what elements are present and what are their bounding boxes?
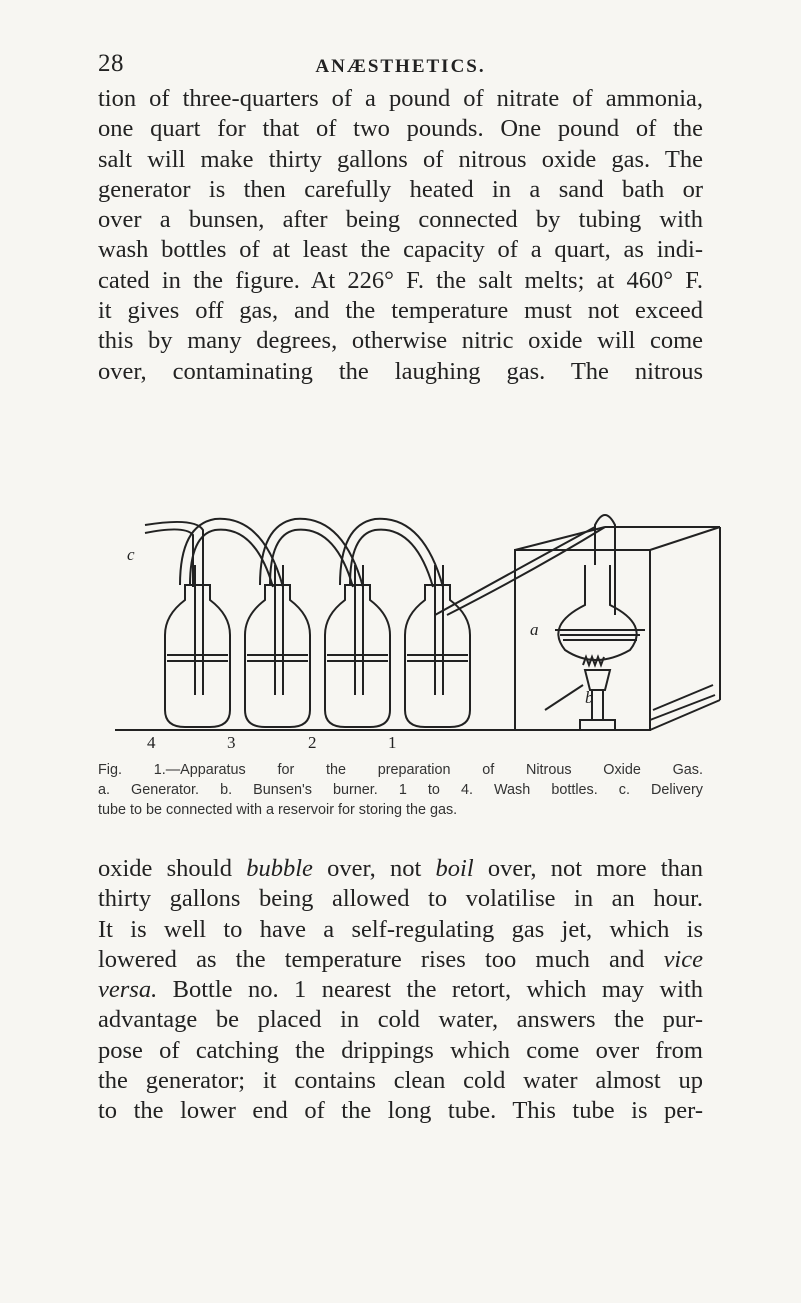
generator-box [515, 527, 720, 730]
apparatus-figure [105, 505, 725, 750]
label-bottle-1: 1 [388, 733, 397, 750]
text-line: cated in the figure. At 226° F. the salt melts; at 460° F. [98, 266, 703, 294]
text-line: to the lower end of the long tube. This tube is per- [98, 1097, 703, 1125]
text-line: pose of catching the drippings which come over from [98, 1036, 703, 1064]
caption-line: tube to be connected with a reservoir for storing the gas. [98, 802, 458, 818]
text-line: the generator; it contains clean cold water almost up [98, 1067, 703, 1095]
delivery-tubing [595, 515, 615, 615]
running-head: ANÆSTHETICS. [315, 56, 486, 77]
wash-bottle-3 [245, 565, 310, 727]
text-line: tion of three-quarters of a pound of nitrate of ammonia, [98, 85, 703, 112]
caption-line: Fig. 1.—Apparatus for the preparation of Nitrous Oxide Gas. [98, 762, 703, 778]
page-number: 28 [98, 50, 124, 77]
text-line: one quart for that of two pounds. One pound of the [98, 115, 703, 143]
label-bottle-3: 3 [227, 733, 236, 750]
delivery-tube [145, 529, 193, 587]
label-burner: b [585, 688, 594, 707]
text-line: advantage be placed in cold water, answers the pur- [98, 1006, 703, 1034]
burner-pointer [545, 685, 583, 710]
label-generator: a [530, 620, 539, 639]
paragraph-1 [98, 84, 703, 387]
text-line: wash bottles of at least the capacity of a quart, as indi- [98, 236, 703, 264]
figure-caption [98, 760, 703, 820]
label-bottle-2: 2 [308, 733, 317, 750]
text-line: generator is then carefully heated in a sand bath or [98, 175, 703, 203]
text-line: this by many degrees, otherwise nitric oxide will come [98, 327, 703, 355]
caption-line: a. Generator. b. Bunsen's burner. 1 to 4. Wash bottles. c. Delivery [98, 782, 703, 798]
text-line: thirty gallons being allowed to volatilise in an hour. [98, 885, 703, 913]
paragraph-2 [98, 854, 703, 1127]
text-line: over, contaminating the laughing gas. The nitrous [98, 357, 703, 385]
generator-flask [555, 565, 645, 660]
label-bottle-4: 4 [147, 733, 156, 750]
text-line: over a bunsen, after being connected by tubing with [98, 206, 703, 234]
text-line: It is well to have a self-regulating gas jet, which is [98, 915, 703, 943]
text-line: oxide should bubble over, not boil over, not more than [98, 855, 703, 882]
wash-bottle-4 [165, 565, 230, 727]
text-line: versa. Bottle no. 1 nearest the retort, which may with [98, 976, 703, 1004]
text-line: it gives off gas, and the temperature must not exceed [98, 297, 703, 325]
text-line: salt will make thirty gallons of nitrous oxide gas. The [98, 145, 703, 173]
wash-bottle-2 [325, 565, 390, 727]
text-line: lowered as the temperature rises too much and vice [98, 945, 703, 973]
label-delivery-tube: c [127, 545, 135, 564]
wash-bottle-1 [405, 565, 470, 727]
